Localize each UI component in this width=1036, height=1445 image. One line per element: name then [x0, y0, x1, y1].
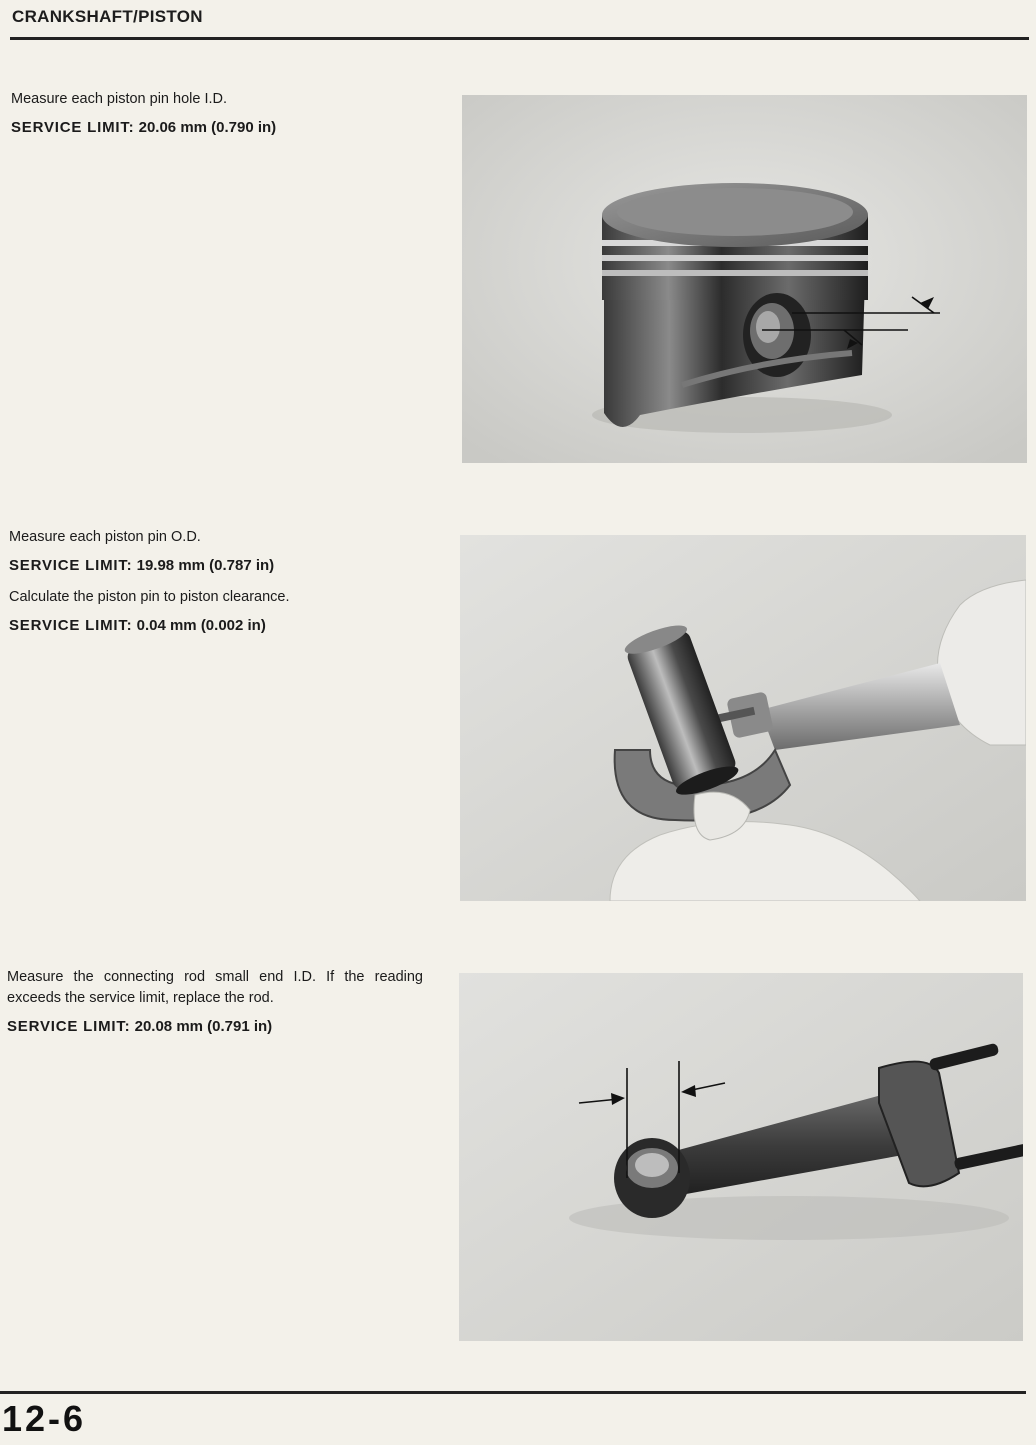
service-limit-label: SERVICE LIMIT: — [7, 1018, 131, 1035]
instruction-text-clearance: Calculate the piston pin to piston clearance. — [9, 589, 290, 605]
page-section-title: CRANKSHAFT/PISTON — [12, 7, 203, 26]
connecting-rod-photo — [459, 973, 1023, 1341]
service-limit — [7, 1016, 423, 1037]
instruction-text: Measure the connecting rod small end I.D. If the reading exceeds the service limit, replace the rod. — [7, 969, 423, 1006]
service-limit-clearance — [9, 615, 425, 636]
service-limit-value: 19.98 mm (0.787 in) — [136, 557, 275, 574]
instruction-text: Measure each piston pin O.D. — [9, 529, 201, 545]
service-limit — [9, 555, 425, 576]
instruction-text: Measure each piston pin hole I.D. — [11, 91, 228, 107]
page-number: 12-6 — [2, 1398, 87, 1439]
header-divider — [10, 37, 1029, 40]
piston-photo — [462, 95, 1027, 463]
micrometer-photo — [460, 535, 1026, 901]
section-piston-pin-od — [9, 527, 425, 644]
service-limit-label: SERVICE LIMIT: — [11, 119, 135, 136]
section-connecting-rod — [7, 967, 423, 1045]
service-limit-value: 0.04 mm (0.002 in) — [136, 617, 266, 634]
service-limit — [11, 117, 427, 138]
service-limit-value: 20.06 mm (0.790 in) — [138, 119, 277, 136]
section-piston-pin-hole — [11, 89, 427, 146]
service-limit-label: SERVICE LIMIT: — [9, 557, 133, 574]
service-limit-value: 20.08 mm (0.791 in) — [134, 1018, 273, 1035]
service-limit-label: SERVICE LIMIT: — [9, 617, 133, 634]
footer-divider — [0, 1391, 1026, 1394]
